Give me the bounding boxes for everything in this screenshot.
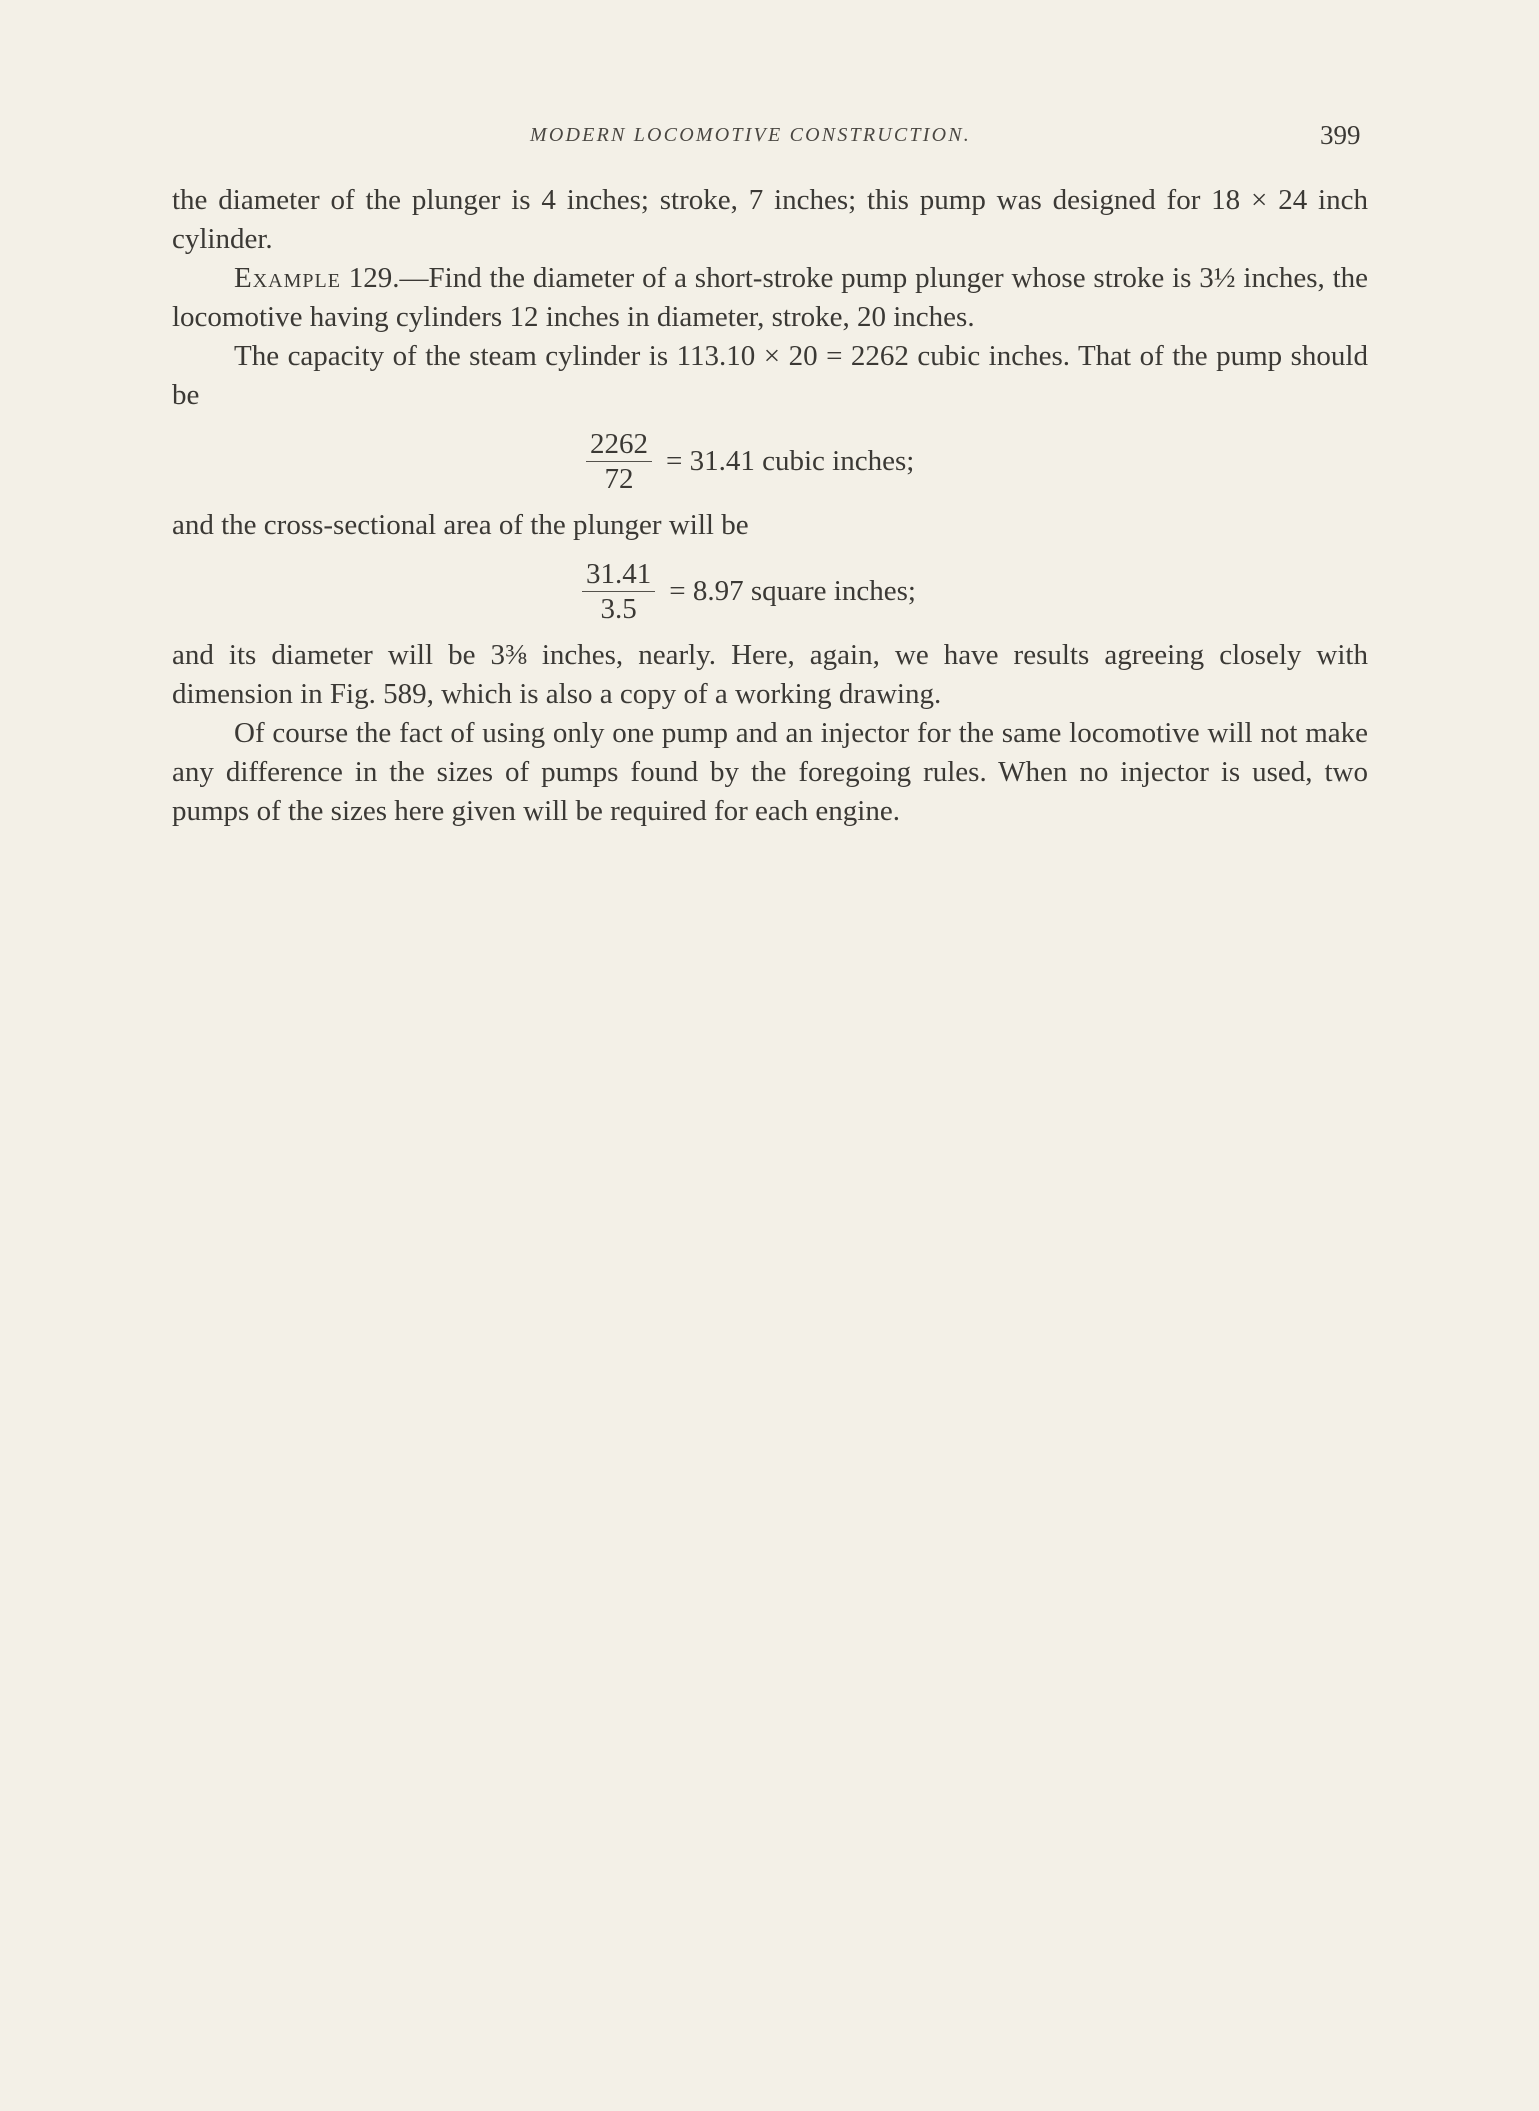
equation-pump-capacity (172, 427, 1368, 496)
equation-result: = 31.41 cubic inches; (666, 445, 915, 477)
paragraph-capacity: The capacity of the steam cylinder is 113.10 × 20 = 2262 cubic inches. That of the pump should be (172, 340, 1368, 411)
page-number: 399 (1320, 120, 1361, 150)
page-header (0, 120, 1539, 154)
fraction-denominator: 3.5 (600, 593, 637, 625)
fraction (582, 557, 655, 626)
body-text (172, 181, 1368, 831)
fraction-numerator: 31.41 (582, 557, 655, 592)
paragraph-continuation: the diameter of the plunger is 4 inches; stroke, 7 inches; this pump was designed for 18 × 24 inch cylinder. (172, 184, 1368, 255)
fraction-numerator: 2262 (586, 427, 652, 462)
running-title: MODERN LOCOMOTIVE CONSTRUCTION. (530, 124, 972, 146)
equation-result: = 8.97 square inches; (669, 575, 916, 607)
paragraph-diameter: and its diameter will be 3⅜ inches, nearly. Here, again, we have results agreeing closely with dimension in Fig. 589, which is also a copy of a working drawing. (172, 639, 1368, 710)
paragraph-conclusion: Of course the fact of using only one pump and an injector for the same locomotive will not make any difference in the sizes of pumps found by the foregoing rules. When no injector is used, two pumps of the sizes here given will be required for each engine. (172, 717, 1368, 827)
example-label: Example (234, 262, 341, 294)
fraction (586, 427, 652, 496)
example-text: 129.—Find the diameter of a short-stroke pump plunger whose stroke is 3½ inches, the locomotive having cylinders 12 inches in diameter, stroke, 20 inches. (172, 262, 1368, 333)
equation-plunger-area (172, 557, 1368, 626)
paragraph-example (172, 259, 1368, 337)
fraction-denominator: 72 (604, 463, 634, 495)
paragraph-cross-section: and the cross-sectional area of the plunger will be (172, 509, 749, 541)
